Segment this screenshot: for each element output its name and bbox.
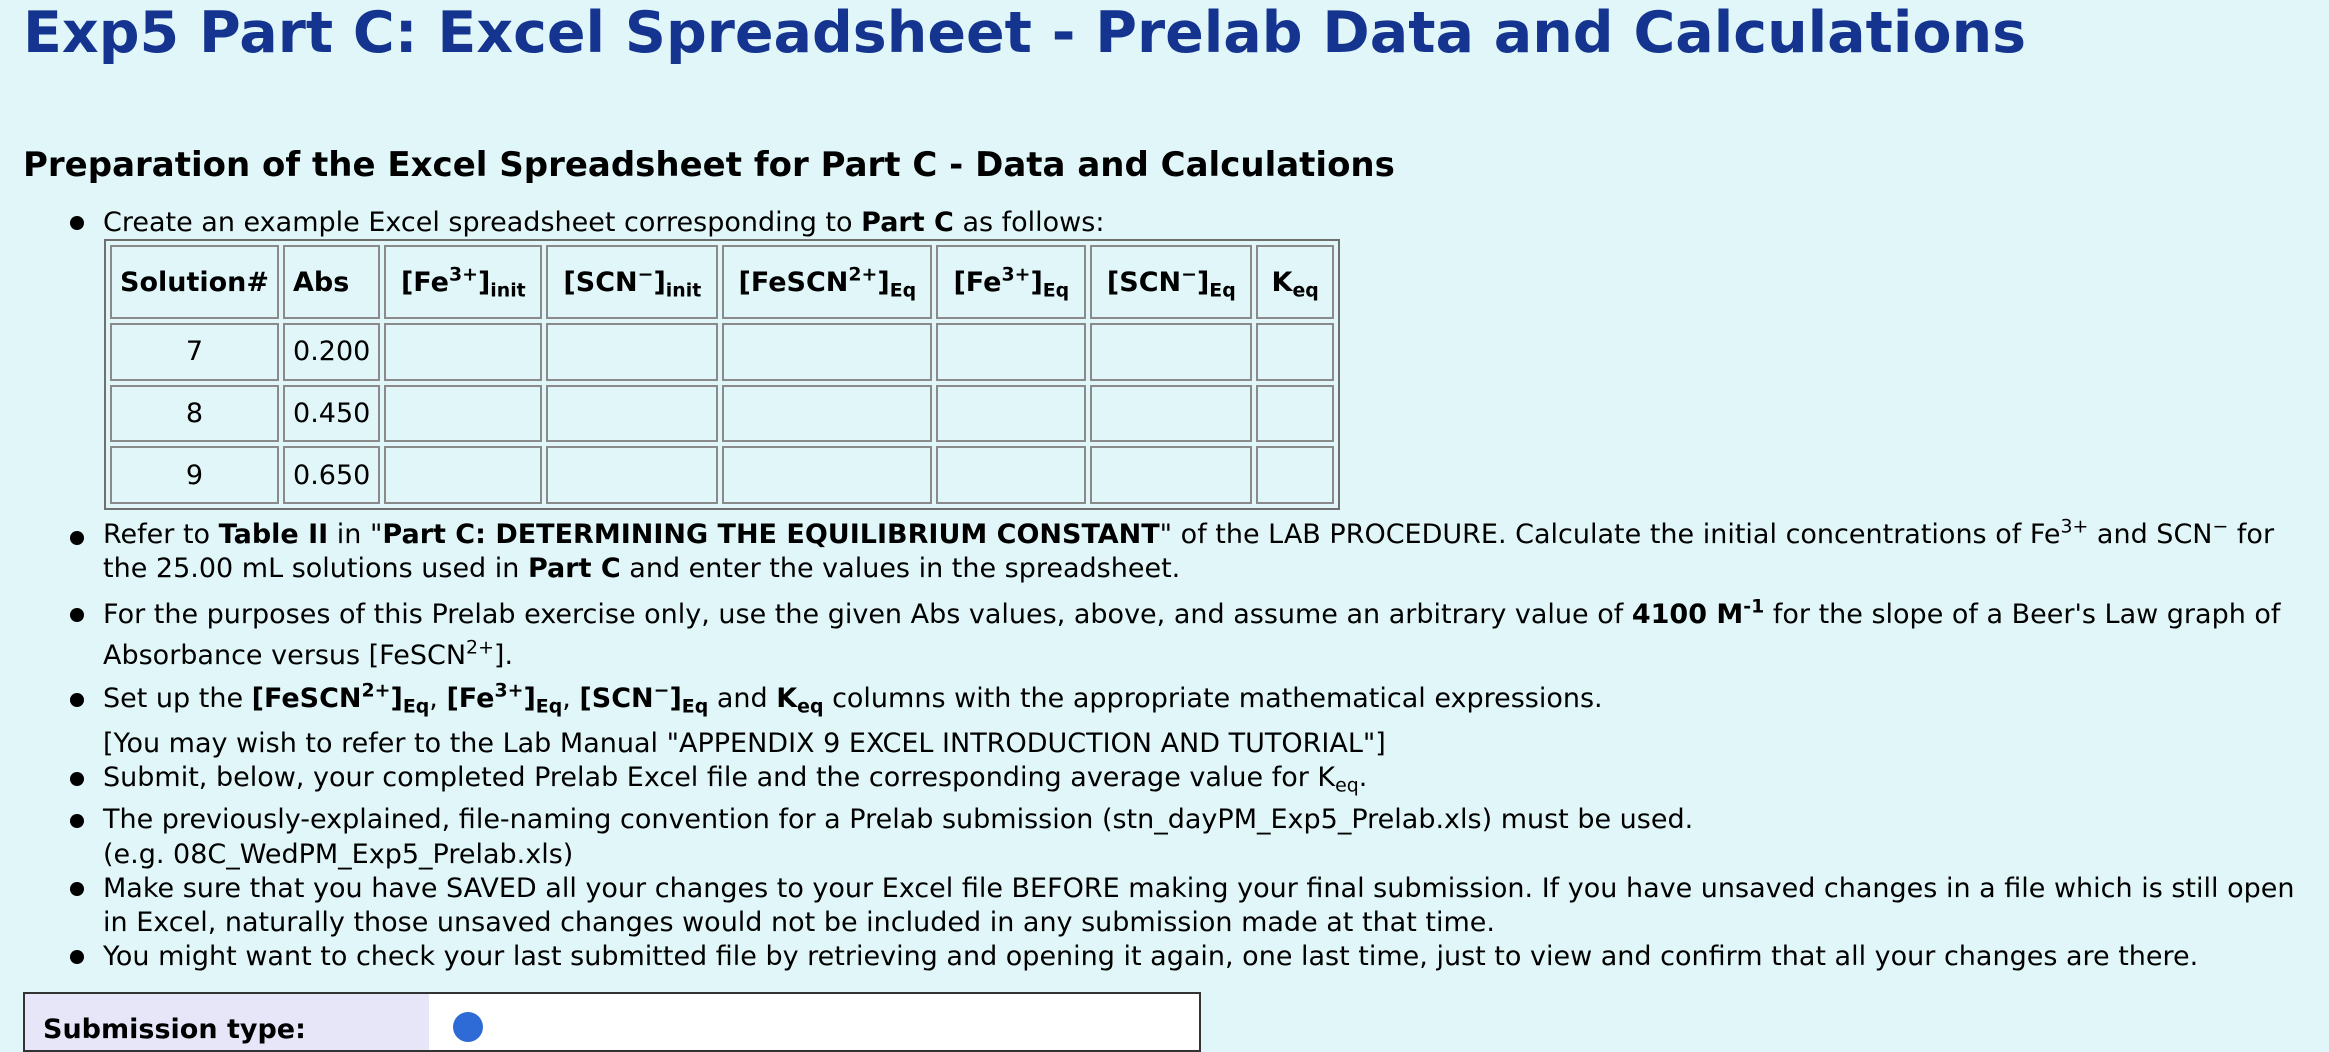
table-row xyxy=(110,385,1334,443)
instruction-save-changes: Make sure that you have SAVED all your changes to your Excel file BEFORE making your final submission. If you have unsaved changes in a file which is still open in Excel, naturally those unsaved changes would not be included in any submission made at that time. xyxy=(103,873,2295,938)
bullet-dot xyxy=(70,772,84,786)
cell-empty xyxy=(384,323,542,381)
cell-empty xyxy=(1256,446,1334,504)
cell-empty xyxy=(722,446,932,504)
bullet-dot xyxy=(70,608,84,622)
page-title: Exp5 Part C: Excel Spreadsheet - Prelab Data and Calculations xyxy=(23,0,2027,66)
instruction-submit-keq: Submit, below, your completed Prelab Excel file and the corresponding average value for $K_{eq}$. xyxy=(103,762,1368,797)
col-header-scn-eq: $[SCN^-]_{Eq}$ xyxy=(1090,245,1252,319)
instruction-create-spreadsheet: Create an example Excel spreadsheet corresponding to Part C as follows: xyxy=(103,207,1105,238)
cell-abs: 0.450 xyxy=(283,385,380,443)
submission-type-label: Submission type: xyxy=(25,994,429,1050)
bullet-dot xyxy=(70,531,84,545)
cell-empty xyxy=(384,446,542,504)
cell-empty xyxy=(1256,385,1334,443)
instruction-file-naming: The previously-explained, file-naming convention for a Prelab submission (stn_dayPM_Exp5_Prelab.xls) must be used. xyxy=(103,804,1694,835)
cell-empty xyxy=(1090,323,1252,381)
col-header-fescn-eq: $[FeSCN^{2+}]_{Eq}$ xyxy=(722,245,932,319)
cell-empty xyxy=(936,446,1086,504)
cell-empty xyxy=(384,385,542,443)
file-naming-example: (e.g. 08C_WedPM_Exp5_Prelab.xls) xyxy=(103,839,574,870)
example-spreadsheet-table xyxy=(104,239,1340,510)
submission-panel xyxy=(23,992,1201,1052)
cell-abs: 0.650 xyxy=(283,446,380,504)
cell-empty xyxy=(1090,385,1252,443)
table-row xyxy=(110,446,1334,504)
submission-type-radio[interactable] xyxy=(453,1012,483,1042)
bullet-dot xyxy=(70,216,84,230)
cell-solution: 8 xyxy=(110,385,279,443)
cell-solution: 9 xyxy=(110,446,279,504)
cell-empty xyxy=(546,446,718,504)
col-header-fe-eq: $[Fe^{3+}]_{Eq}$ xyxy=(936,245,1086,319)
cell-empty xyxy=(936,323,1086,381)
instruction-verify-submission: You might want to check your last submitted file by retrieving and opening it again, one last time, just to view and confirm that all your changes are there. xyxy=(103,941,2199,972)
cell-empty xyxy=(722,385,932,443)
col-header-solution: Solution# xyxy=(110,245,279,319)
section-heading: Preparation of the Excel Spreadsheet for Part C - Data and Calculations xyxy=(23,145,1395,185)
bullet-dot xyxy=(70,814,84,828)
cell-empty xyxy=(1090,446,1252,504)
col-header-keq: $K_{eq}$ xyxy=(1256,245,1334,319)
col-header-fe-init: $[Fe^{3+}]_{init}$ xyxy=(384,245,542,319)
table-row xyxy=(110,323,1334,381)
cell-empty xyxy=(546,385,718,443)
instruction-appendix-reference: [You may wish to refer to the Lab Manual "APPENDIX 9 EXCEL INTRODUCTION AND TUTORIAL"] xyxy=(103,728,1386,759)
bullet-dot xyxy=(70,693,84,707)
cell-empty xyxy=(1256,323,1334,381)
bullet-dot xyxy=(70,882,84,896)
cell-solution: 7 xyxy=(110,323,279,381)
col-header-abs: Abs xyxy=(283,245,380,319)
col-header-scn-init: $[SCN^-]_{init}$ xyxy=(546,245,718,319)
cell-empty xyxy=(546,323,718,381)
instruction-beers-law-slope: For the purposes of this Prelab exercise only, use the given Abs values, above, and assume an arbitrary value of 4100 $M^{-1}$ for the slope of a Beer's Law graph of Absorbance versus [FeSCN$^{2+}$]. xyxy=(103,595,2281,671)
instruction-setup-columns: Set up the $[FeSCN^{2+}]_{Eq}$, $[Fe^{3+}]_{Eq}$, $[SCN^-]_{Eq}$ and $K_{eq}$ columns with the appropriate mathematical expressions. xyxy=(103,679,1603,718)
cell-empty xyxy=(722,323,932,381)
cell-abs: 0.200 xyxy=(283,323,380,381)
bullet-dot xyxy=(70,950,84,964)
cell-empty xyxy=(936,385,1086,443)
instruction-table-reference: Refer to Table II in "Part C: DETERMINING THE EQUILIBRIUM CONSTANT" of the LAB PROCEDURE. Calculate the initial concentrations of $Fe^{3+}$ and SCN− for the 25.00 mL solutions used in Part C and enter the values in the spreadsheet. xyxy=(103,515,2275,584)
